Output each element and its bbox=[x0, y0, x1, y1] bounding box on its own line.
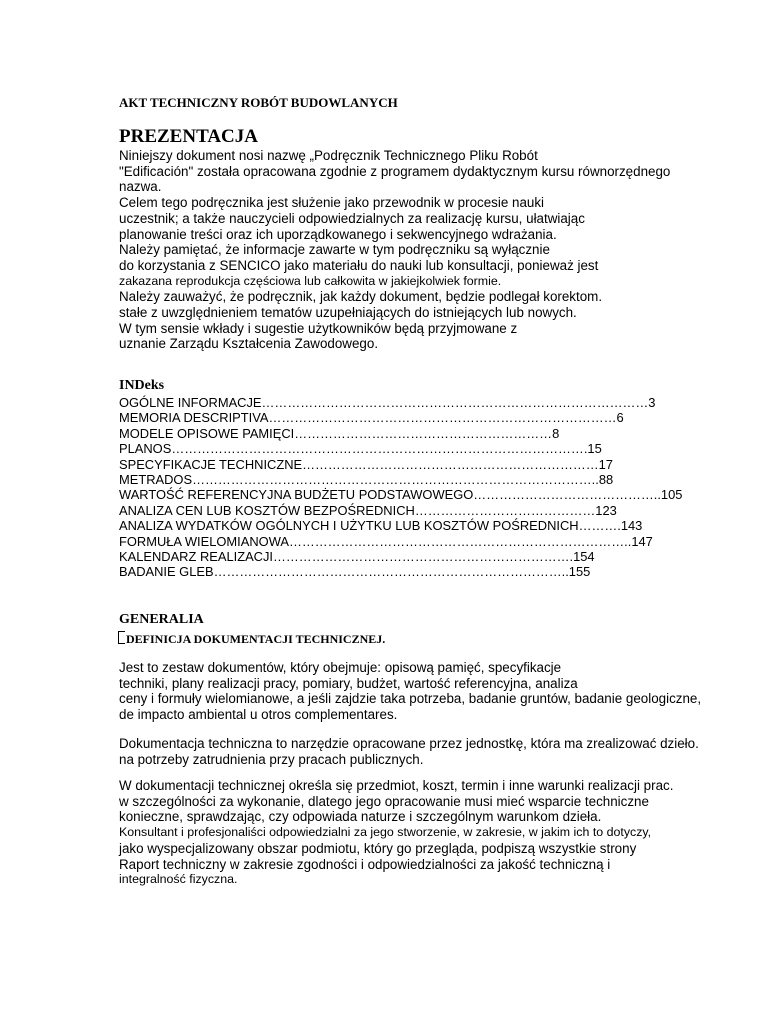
text-line: zakazana reprodukcja częściowa lub całkowita w jakiejkolwiek formie. bbox=[119, 273, 502, 288]
toc-entry-leader: …………………………………………………………………….. bbox=[288, 533, 632, 549]
toc-entry-label: METRADOS bbox=[119, 472, 193, 488]
toc-entry-label: ANALIZA CEN LUB KOSZTÓW BEZPOŚREDNICH bbox=[119, 502, 415, 518]
toc-entry-label: FORMUŁA WIELOMIANOWA bbox=[119, 533, 289, 549]
toc-entry-leader: ………. bbox=[578, 518, 621, 534]
text-line: de impacto ambiental u otros complementares. bbox=[119, 707, 398, 723]
text-line: Należy pamiętać, że informacje zawarte w tym podręczniku są wyłącznie bbox=[119, 242, 550, 258]
toc-entry-leader: ……………………………………………………………………….. bbox=[213, 564, 569, 580]
toc-entry-page: 105 bbox=[660, 487, 683, 503]
presentation-paragraph bbox=[119, 148, 670, 352]
toc-entry bbox=[119, 426, 729, 441]
text-line: Należy zauważyć, że podręcznik, jak każdy dokument, będzie podlegał korektom. bbox=[119, 289, 603, 305]
toc-entry bbox=[119, 518, 729, 533]
toc-entry-page: 17 bbox=[598, 456, 613, 472]
text-line: planowanie treści oraz ich uporządkowanego i sekwencyjnego wdrażania. bbox=[119, 226, 557, 242]
toc-entry bbox=[119, 549, 729, 564]
toc-entry-label: PLANOS bbox=[119, 441, 172, 457]
section-heading-generalia: GENERALIA bbox=[119, 612, 204, 627]
generalia-paragraph-2 bbox=[119, 736, 699, 767]
toc-entry-page: 123 bbox=[595, 502, 617, 518]
text-line: do korzystania z SENCICO jako materiału do nauki lub konsultacji, ponieważ jest bbox=[119, 257, 599, 273]
text-line: Konsultant i profesjonaliści odpowiedzialni za jego stworzenie, w zakresie, w jakim ich to dotyczy, bbox=[119, 825, 652, 840]
text-line: Jest to zestaw dokumentów, który obejmuje: opisową pamięć, specyfikacje bbox=[119, 660, 562, 675]
toc-entry bbox=[119, 472, 729, 487]
text-line: ceny i formuły wielomianowe, a jeśli zajdzie taka potrzeba, badanie gruntów, badanie geologiczne, bbox=[119, 691, 702, 707]
toc-entry-page: 154 bbox=[573, 549, 595, 565]
toc-entry-label: BADANIE GLEB bbox=[119, 564, 214, 580]
toc-entry-leader: …………………………………… bbox=[414, 502, 596, 518]
toc-entry-page: 8 bbox=[552, 425, 560, 441]
text-line: Celem tego podręcznika jest służenie jako przewodnik w procesie nauki bbox=[119, 195, 545, 211]
toc-entry-label: MODELE OPISOWE PAMIĘCI bbox=[119, 425, 295, 441]
missing-glyph-icon bbox=[118, 631, 125, 644]
text-line: uznanie Zarządu Kształcenia Zawodowego. bbox=[119, 336, 379, 352]
subsection-heading bbox=[118, 631, 385, 647]
toc-entry-page: 15 bbox=[587, 441, 602, 457]
section-heading-presentation: PREZENTACJA bbox=[119, 126, 258, 147]
text-line: Raport techniczny w zakresie zgodności i odpowiedzialności za jakość techniczną i bbox=[119, 856, 611, 872]
toc-entry-leader: ……………………………………………………………. bbox=[273, 549, 574, 565]
toc-entry-page: 88 bbox=[598, 472, 614, 488]
document-title: AKT TECHNICZNY ROBÓT BUDOWLANYCH bbox=[119, 95, 398, 110]
toc-entry bbox=[119, 410, 729, 425]
text-line: "Edificación" została opracowana zgodnie z programem dydaktycznym kursu równorzędnego bbox=[119, 163, 671, 179]
toc-entry-leader: ……………………………………………………………………………………. bbox=[171, 441, 588, 457]
text-line: integralność fizyczna. bbox=[119, 872, 238, 887]
toc-entry-page: 6 bbox=[616, 410, 624, 426]
toc-entry-label: KALENDARZ REALIZACJI bbox=[119, 549, 274, 565]
text-line: Niniejszy dokument nosi nazwę „Podręcznik Technicznego Pliku Robót bbox=[119, 148, 538, 163]
index-heading: INDeks bbox=[119, 378, 165, 393]
text-line: Dokumentacja techniczna to narzędzie opracowane przez jednostkę, która ma zrealizować dzieło. bbox=[119, 736, 699, 751]
text-line: techniki, plany realizacji pracy, pomiary, budżet, wartość referencyjna, analiza bbox=[119, 675, 578, 691]
toc-entry-leader: ………………………………………………………………………………….. bbox=[192, 472, 599, 488]
text-line: uczestnik; a także nauczycieli odpowiedzialnych za realizację kursu, ułatwiając bbox=[119, 210, 585, 226]
toc-entry-leader: …………………………………….. bbox=[473, 487, 661, 503]
toc-entry bbox=[119, 395, 729, 410]
toc-entry bbox=[119, 487, 729, 502]
text-line: jako wyspecjalizowany obszar podmiotu, który go przegląda, podpiszą wszystkie strony bbox=[119, 840, 637, 856]
toc-entry-leader: …………………………………………………………… bbox=[302, 456, 599, 472]
toc-entry-page: 147 bbox=[631, 533, 653, 549]
toc-entry-label: OGÓLNE INFORMACJE bbox=[119, 395, 262, 410]
text-line: konieczne, sprawdzając, czy odpowiada naturze i szczególnym warunkom dzieła. bbox=[119, 809, 602, 825]
toc-entry-label: MEMORIA DESCRIPTIVA bbox=[119, 410, 269, 426]
toc-entry bbox=[119, 534, 729, 549]
toc-entry-leader: ……………………………………………………………………… bbox=[268, 410, 617, 426]
toc-entry bbox=[119, 503, 729, 518]
generalia-paragraph-1 bbox=[119, 660, 701, 723]
toc-entry-label: SPECYFIKACJE TECHNICZNE bbox=[119, 456, 303, 472]
generalia-paragraph-3 bbox=[119, 778, 673, 888]
text-line: stałe z uwzględnieniem tematów uzupełniających do istniejących lub nowych. bbox=[119, 305, 577, 321]
toc-entry-leader: ……………………………………………………………………………… bbox=[261, 395, 649, 410]
text-line: W tym sensie wkłady i sugestie użytkowników będą przyjmowane z bbox=[119, 320, 518, 336]
toc-entry-page: 155 bbox=[568, 564, 591, 580]
text-line: na potrzeby zatrudnienia przy pracach publicznych. bbox=[119, 751, 424, 767]
toc-entry-label: ANALIZA WYDATKÓW OGÓLNYCH I UŻYTKU LUB KOSZTÓW POŚREDNICH bbox=[119, 518, 579, 534]
text-line: w szczególności za wykonanie, dlatego jego opracowanie musi mieć wsparcie techniczne bbox=[119, 793, 649, 809]
toc-entry-leader: …………………………………………………… bbox=[294, 425, 553, 441]
text-line: W dokumentacji technicznej określa się przedmiot, koszt, termin i inne warunki realizacji prac. bbox=[119, 778, 674, 793]
subsection-heading-text: DEFINICJA DOKUMENTACJI TECHNICZNEJ. bbox=[126, 632, 386, 646]
toc-entry-page: 143 bbox=[620, 518, 643, 534]
toc-entry-page: 3 bbox=[648, 395, 656, 410]
text-line: nazwa. bbox=[119, 179, 162, 195]
toc-entry bbox=[119, 564, 729, 579]
table-of-contents bbox=[119, 395, 729, 580]
toc-entry bbox=[119, 457, 729, 472]
toc-entry bbox=[119, 441, 729, 456]
toc-entry-label: WARTOŚĆ REFERENCYJNA BUDŻETU PODSTAWOWEGO bbox=[119, 487, 474, 503]
